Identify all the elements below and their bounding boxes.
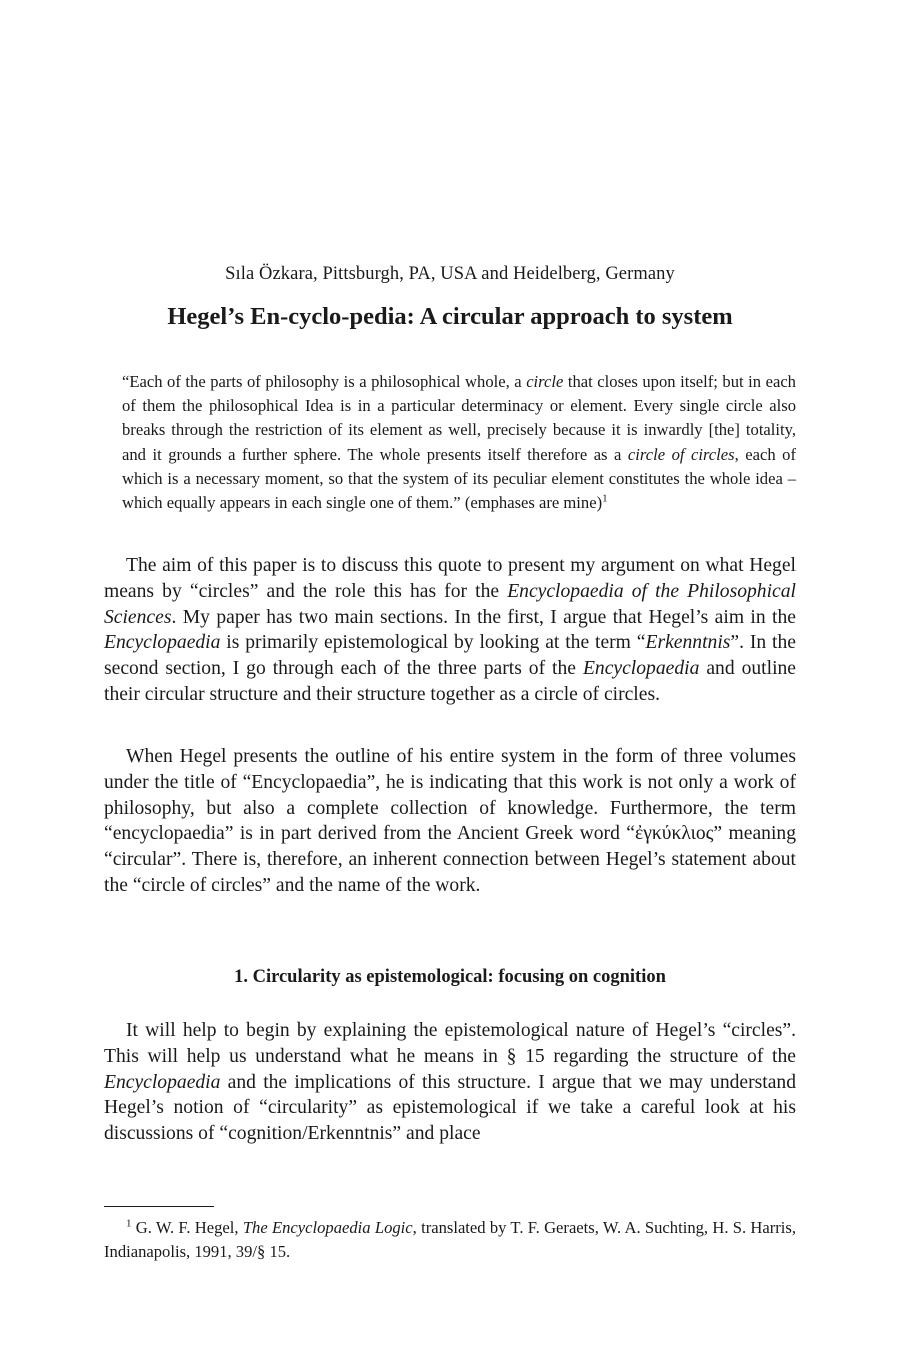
- italic-term: Encyclopaedia: [104, 1071, 221, 1093]
- italic-term: Erkenntnis: [645, 632, 731, 654]
- footnote-divider: [104, 1206, 214, 1207]
- paragraph-text: and outline their circular structure and their structure together as a circle of circles.: [104, 658, 797, 705]
- body-paragraph: [104, 1018, 796, 1147]
- body-paragraph: [104, 744, 796, 899]
- epigraph-text: “Each of the parts of philosophy is a philosophical whole, a: [122, 372, 527, 391]
- paragraph-text: It will help to begin by explaining the epistemological nature of Hegel’s “circles”. This will help us understand what he means in § 15 regarding the structure of the: [104, 1020, 796, 1067]
- epigraph-text: that closes upon itself; but in each of them the philosophical Idea is in a particular determinacy or element. Every single circle also breaks through the restriction of its element as well, precisely because it is inwardly [the] totality, and it grounds a further sphere. The whole presents itself therefore as a: [122, 372, 796, 464]
- paragraph-text: ”. In the second section, I go through each of the three parts of the: [104, 632, 796, 680]
- footnote-reference[interactable]: 1: [602, 492, 608, 505]
- section-heading: 1. Circularity as epistemological: focusing on cognition: [234, 967, 666, 987]
- footnote-book-title: The Encyclopaedia Logic: [242, 1218, 413, 1237]
- italic-term: Encyclopaedia: [104, 632, 221, 654]
- footnote-number: 1: [126, 1217, 132, 1230]
- paragraph-text: . My paper has two main sections. In the first, I argue that Hegel’s aim in the: [171, 606, 796, 628]
- italic-term: Encyclopaedia: [582, 658, 700, 680]
- footnote-text: G. W. F. Hegel,: [131, 1218, 243, 1237]
- author-affiliation: Sıla Özkara, Pittsburgh, PA, USA and Heidelberg, Germany: [225, 264, 675, 284]
- paper-title: Hegel’s En-cyclo-pedia: A circular approach to system: [167, 303, 733, 330]
- epigraph-emphasis: circle of circles: [627, 444, 735, 464]
- paragraph-text: and the implications of this structure. I argue that we may understand Hegel’s notion of “circularity” as epistemological if we take a careful look at his discussions of “cognition/Erkenntnis” and place: [104, 1071, 796, 1145]
- paragraph-text: When Hegel presents the outline of his entire system in the form of three volumes under the title of “Encyclopaedia”, he is indicating that this work is not only a work of philosophy, but also a complete collection of knowledge. Furthermore, the term “encyclopaedia” is in part derived from the Ancient Greek word “ἐγκύκλιος” meaning “circular”. There is, therefore, an inherent connection between Hegel’s statement about the “circle of circles” and the name of the work.: [104, 746, 796, 896]
- epigraph-quote: [122, 370, 796, 515]
- paragraph-text: The aim of this paper is to discuss this quote to present my argument on what Hegel means by “circles” and the role this has for the: [104, 555, 796, 602]
- epigraph-emphasis: circle: [526, 372, 564, 391]
- footnote: [104, 1216, 796, 1264]
- paragraph-text: is primarily epistemological by looking at the term “: [220, 632, 646, 654]
- italic-term: Encyclopaedia of the Philosophical Sciences: [104, 580, 796, 628]
- footnote-text: , translated by T. F. Geraets, W. A. Suchting, H. S. Harris, Indianapolis, 1991, 39/§ 15.: [104, 1218, 796, 1261]
- epigraph-text: , each of which is a necessary moment, so that the system of its peculiar element constitutes the whole idea – which equally appears in each single one of them.” (emphases are mine): [122, 444, 796, 513]
- intro-paragraph: [104, 553, 796, 708]
